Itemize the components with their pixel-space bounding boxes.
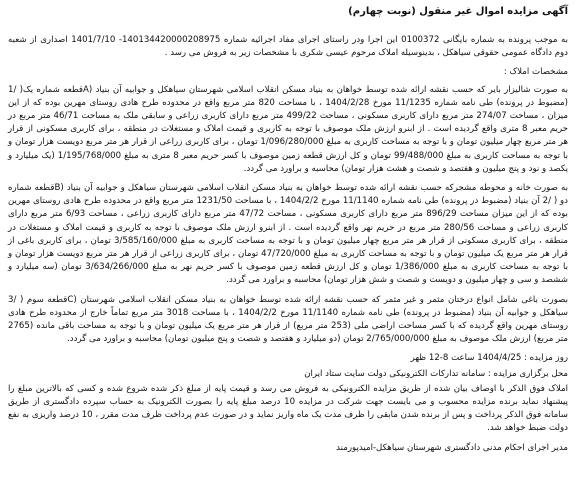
intro-paragraph: به موجب پرونده به شماره بایگانی 0100372 این اجرا ودر راستای اجرای مفاد اجرائیه شماره 140134420000208975- 1401/7/10 اصداری از شعبه دوم دادگاه عمومی حقوقی سیاهکل ، بدینوسیله املاک مرحوم عیسی شکری با مشخصات زیر به فروش می رسد . bbox=[8, 35, 568, 59]
section-heading: مشخصات املاک : bbox=[503, 67, 568, 78]
auction-venue: محل برگزاری مزایده : سامانه تدارکات الکترونیکی دولت سایت ستاد ایران bbox=[304, 368, 568, 379]
signature-line: مدیر اجرای احکام مدنی دادگستری شهرستان سیاهکل-امیدپورمند bbox=[336, 442, 568, 453]
notice-title: آگهی مزایده اموال غیر منقول (نوبت چهارم) bbox=[348, 6, 568, 17]
property-item-a: به صورت شالیزار بایر که حسب نقشه ارائه شده توسط خواهان به بنیاد مسکن انقلاب اسلامی شهرستان سیاهکل و جوابیه آن بنیاد (Aقطعه شماره یک( /1 (مضبوط در پرونده) طی نامه شماره 11/1235 مورخ 1404/2/28 ، با مساحت 820 متر مربع واقع در محدوده طرح هادی روستای مهرین بوده که از این میزان ، مساحت 274/07 متر مربع دارای کاربری مسکونی ، مساحت 499/22 متر مربع دارای کاربری زراعی و سابقی ملک به مساحت 46/71 متر مربع در حریم معبر 8 متری واقع گردیده است . از ابنرو ارزش ملک موصوف با توجه به کاربری و قیمت املاک و مستغلات در منطقه ، برای کاربری مسکونی از قرار هر متر مربع چهار میلیون تومان و با توجه به مساحت کاربری به مبلغ 1/096/280/000 تومان ، برای کاربری زراعی از قرار هر متر مربع دویست هزار تومان و با توجه به مساحت کاربری به مبلغ 99/488/000 تومان و کل ارزش قطعه زمین موصوف با کسر حریم معبر 8 متری به مبلغ 1/195/768/000 (یک میلیارد و یکصد و نود و پنج میلیون و هفتصد و شصت و هشت هزار تومان) محاسبه و براورد می گردد. bbox=[8, 84, 569, 174]
property-item-c: بصورت باغی شامل انواع درختان مثمر و غیر مثمر که حسب نقشه ارائه شده توسط خواهان به بنیاد مسکن انقلاب اسلامی شهرستان (Cقطعه سوم ( /3 سیاهکل و جوابیه آن بنیاد (مضبوط در پرونده) طی نامه شماره 11/1140 مورخ 1404/2/2 ، با مساحت 3018 متر مربع تماماً خارج از محدوده طرح هادی روستای مهرین واقع گردیده که با کسر مساحت اراضی ملی (253 متر مربع) از قرار هر متر مربع یک میلیون تومان و با توجه به مساحت باقی مانده (2765 متر مربع) ارزش ملک موصوف به مبلغ 2/765/000/000 تومان (دو میلیارد و هفتصد و شصت و پنج میلیون تومان) محاسبه و براورد می گردد. bbox=[8, 294, 568, 345]
auction-notice bbox=[8, 4, 568, 488]
property-item-b: به صورت خانه و محوطه مشجرکه حسب نقشه ارائه شده توسط خواهان به بنیاد مسکن انقلاب اسلامی شهرستان سیاهکل و جوابیه آن بنیاد (Bقطعه شماره دو ( /2 آن بنیاد (مضبوط در پرونده) طی نامه شماره 11/1140 مورخ 1404/2/2 ، با مساحت 1231/50 متر مربع واقع در محدوده طرح هادی روستای مهرین بوده که از این میزان مساحت 896/29 متر مربع دارای کاربری مسکونی ، مساحت 47/72 متر مربع دارای کاربری زراعی ، مساحت 6/93 متر مربع دارای کاربری زراعی و مساحت 280/56 متر مربع در حریم نهر واقع گردیده است . از ابنرو ارزش ملک موصوف با توجه به کاربری و قیمت املاک و مستغلات در منطقه ، برای کاربری مسکونی از قرار هر متر مربع چهار میلیون تومان و با توجه به مساحت کاربری به مبلغ 3/585/160/000 تومان ، برای کاربری باغی از قرار هر متر مربع یک میلیون تومان و با توجه به مساحت کاربری به مبلغ 47/720/000 تومان ، برای کاربری زراعی از قرار هر متر مربع دویست هزار تومان و با توجه به مساحت کاربری به مبلغ 1/386/000 تومان و کل ارزش قطعه زمین موصوف با کسر حریم نهر به مبلغ 3/634/266/000 تومان (سه میلیارد و ششصد و سی و چهار میلیون و دویست و شصت و شش هزار تومان) محاسبه و براورد می گردد. bbox=[8, 183, 568, 286]
auction-time: روز مزایده : 1404/4/25 ساعت 8-12 ظهر bbox=[410, 353, 568, 364]
auction-conditions: املاک فوق الذکر با اوصاف بیان شده از طریق مزایده الکترونیکی به فروش می رسد و قیمت پایه از مبلغ ذکر شده شروع شده و کسی که بالاترین مبلغ را پیشنهاد نماید برنده مزایده محسوب و می بایست جهت شرکت در مزایده 10 درصد مبلغ پایه را بصورت الکترونیک به حساب سپرده دادگستری از طریق سامانه فوق الذکر پرداخت و پس از برنده شدن مابقی را ظرف مدت یک ماه واریز نماید و در صورت عدم پرداخت ظرف مدت مقرر ، 10 درصد واریزی به نفع دولت ضبط خواهد شد. bbox=[8, 383, 568, 434]
